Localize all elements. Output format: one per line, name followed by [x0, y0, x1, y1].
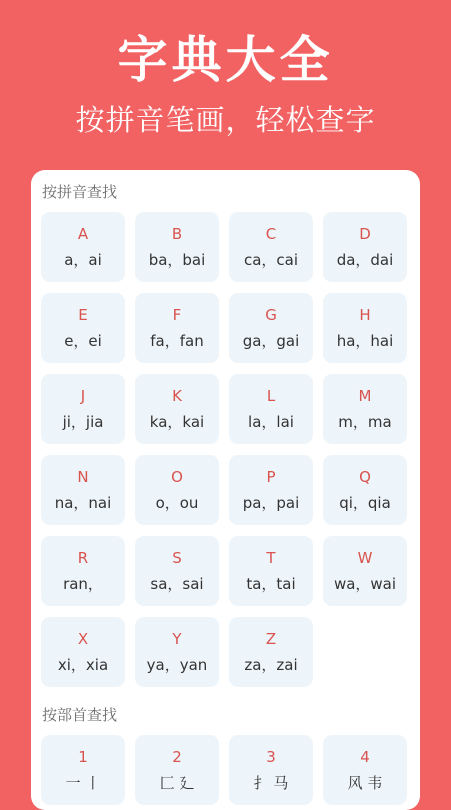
pinyin-letter: Z	[265, 630, 277, 648]
pinyin-syllables: ka，kai	[149, 413, 205, 431]
pinyin-tile-n[interactable]	[41, 455, 125, 525]
pinyin-letter: C	[265, 225, 277, 243]
pinyin-tile-s[interactable]	[135, 536, 219, 606]
pinyin-letter: X	[77, 630, 89, 648]
pinyin-syllables: ga，gai	[242, 332, 300, 350]
pinyin-syllables: ji，jia	[62, 413, 104, 431]
pinyin-letter: S	[172, 549, 182, 567]
pinyin-tile-w[interactable]	[323, 536, 407, 606]
radical-tile-3-strokes[interactable]	[229, 735, 313, 805]
pinyin-tile-d[interactable]	[323, 212, 407, 282]
radical-section-title: 按部首查找	[42, 706, 118, 724]
stroke-count: 4	[360, 748, 370, 766]
pinyin-letter: N	[77, 468, 89, 486]
pinyin-tile-y[interactable]	[135, 617, 219, 687]
pinyin-letter: Q	[359, 468, 371, 486]
pinyin-tile-a[interactable]	[41, 212, 125, 282]
stroke-count: 1	[78, 748, 88, 766]
pinyin-letter: Y	[172, 630, 182, 648]
pinyin-letter: A	[77, 225, 89, 243]
radical-tile-1-stroke[interactable]	[41, 735, 125, 805]
stroke-count: 3	[266, 748, 276, 766]
pinyin-syllables: la，lai	[248, 413, 294, 431]
pinyin-tile-o[interactable]	[135, 455, 219, 525]
pinyin-letter: L	[266, 387, 276, 405]
radical-chars: 一 丨	[65, 774, 101, 792]
pinyin-letter: W	[357, 549, 373, 567]
pinyin-letter: T	[266, 549, 276, 567]
pinyin-letter: G	[265, 306, 277, 324]
pinyin-tile-f[interactable]	[135, 293, 219, 363]
radical-grid	[41, 735, 410, 805]
pinyin-tile-z[interactable]	[229, 617, 313, 687]
pinyin-syllables: fa，fan	[150, 332, 204, 350]
pinyin-letter: K	[172, 387, 182, 405]
pinyin-syllables: wa，wai	[333, 575, 397, 593]
pinyin-tile-p[interactable]	[229, 455, 313, 525]
pinyin-syllables: a，ai	[64, 251, 102, 269]
radical-chars: 风 韦	[347, 774, 383, 792]
pinyin-tile-r[interactable]	[41, 536, 125, 606]
pinyin-syllables: m，ma	[338, 413, 392, 431]
pinyin-syllables: ran，	[63, 575, 103, 593]
pinyin-tile-g[interactable]	[229, 293, 313, 363]
app-subtitle: 按拼音笔画，轻松查字	[75, 103, 376, 137]
pinyin-letter: P	[266, 468, 276, 486]
lookup-card	[31, 170, 420, 810]
pinyin-letter: E	[78, 306, 88, 324]
pinyin-tile-l[interactable]	[229, 374, 313, 444]
pinyin-syllables: ta，tai	[246, 575, 296, 593]
pinyin-syllables: qi，qia	[339, 494, 391, 512]
pinyin-section-title: 按拼音查找	[42, 183, 118, 201]
pinyin-letter: M	[358, 387, 372, 405]
pinyin-syllables: ca，cai	[243, 251, 299, 269]
pinyin-letter: R	[77, 549, 89, 567]
pinyin-tile-j[interactable]	[41, 374, 125, 444]
pinyin-syllables: ya，yan	[146, 656, 208, 674]
pinyin-letter: D	[359, 225, 371, 243]
pinyin-tile-k[interactable]	[135, 374, 219, 444]
pinyin-tile-h[interactable]	[323, 293, 407, 363]
pinyin-letter: B	[171, 225, 183, 243]
pinyin-tile-m[interactable]	[323, 374, 407, 444]
radical-tile-4-strokes[interactable]	[323, 735, 407, 805]
pinyin-tile-x[interactable]	[41, 617, 125, 687]
radical-tile-2-strokes[interactable]	[135, 735, 219, 805]
radical-chars: 扌 马	[253, 774, 289, 792]
pinyin-tile-e[interactable]	[41, 293, 125, 363]
pinyin-grid	[41, 212, 410, 687]
radical-chars: 匚 廴	[159, 774, 195, 792]
pinyin-tile-b[interactable]	[135, 212, 219, 282]
pinyin-tile-c[interactable]	[229, 212, 313, 282]
pinyin-syllables: ba，bai	[148, 251, 206, 269]
pinyin-syllables: za，zai	[244, 656, 298, 674]
pinyin-tile-q[interactable]	[323, 455, 407, 525]
pinyin-letter: J	[80, 387, 86, 405]
pinyin-letter: H	[359, 306, 371, 324]
stroke-count: 2	[172, 748, 182, 766]
pinyin-syllables: sa，sai	[150, 575, 204, 593]
pinyin-syllables: xi，xia	[57, 656, 109, 674]
app-title: 字典大全	[117, 31, 334, 89]
pinyin-syllables: na，nai	[54, 494, 112, 512]
pinyin-syllables: e，ei	[64, 332, 102, 350]
pinyin-syllables: pa，pai	[242, 494, 300, 512]
pinyin-syllables: o，ou	[155, 494, 199, 512]
pinyin-syllables: ha，hai	[336, 332, 394, 350]
pinyin-tile-t[interactable]	[229, 536, 313, 606]
pinyin-letter: F	[172, 306, 182, 324]
pinyin-syllables: da，dai	[336, 251, 394, 269]
pinyin-letter: O	[171, 468, 183, 486]
